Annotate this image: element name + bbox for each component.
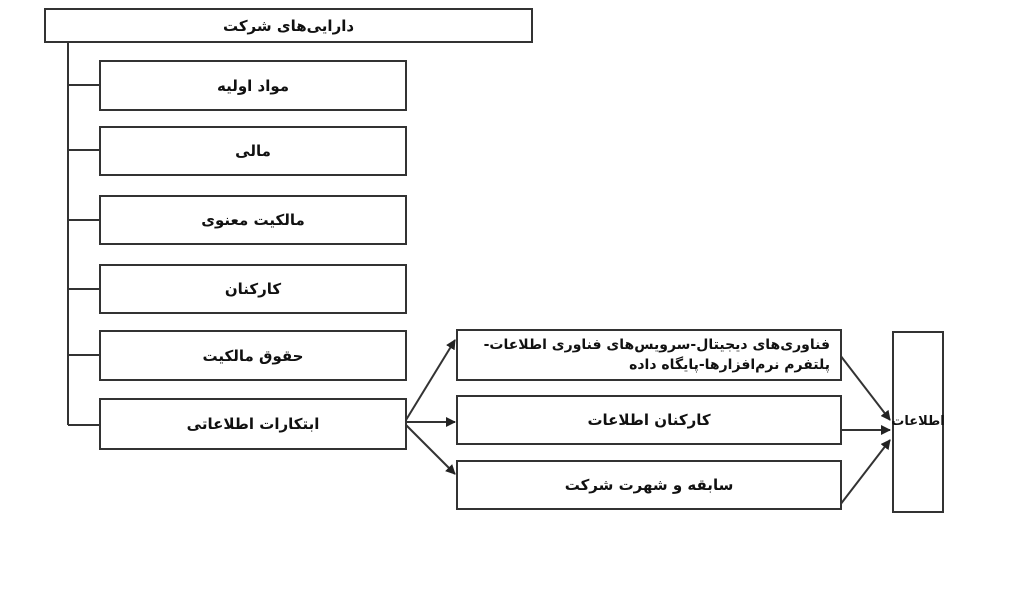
target-label-information: اطلاعات: [891, 414, 945, 429]
arrow-to-digital-technologies: [406, 340, 455, 420]
asset-box-raw-materials: [99, 60, 407, 111]
arrow-digital-to-information: [840, 355, 890, 420]
root-box: [44, 8, 533, 43]
target-box-information: [892, 331, 944, 513]
asset-box-financial: [99, 126, 407, 176]
asset-label-employees: کارکنان: [224, 280, 282, 298]
asset-label-raw-materials: مواد اولیه: [216, 76, 290, 95]
root-label: دارایی‌های شرکت: [222, 16, 355, 35]
component-label-information-staff: کارکنان اطلاعات: [587, 411, 711, 429]
component-box-company-reputation: [456, 460, 842, 510]
arrow-reputation-to-information: [840, 440, 890, 505]
asset-box-property-rights: [99, 330, 407, 381]
asset-label-financial: مالی: [235, 142, 271, 160]
component-label-company-reputation: سابقه و شهرت شرکت: [564, 476, 734, 494]
asset-box-intellectual-property: [99, 195, 407, 245]
asset-label-information-initiatives: ابتکارات اطلاعاتی: [186, 415, 320, 433]
component-box-digital-technologies: [456, 329, 842, 381]
arrow-to-company-reputation: [406, 425, 455, 474]
component-box-information-staff: [456, 395, 842, 445]
component-label-digital-technologies: فناوری‌های دیجیتال-سرویس‌های فناوری اطلاعات-پلتفرم نرم‌افزارها-پایگاه داده: [483, 337, 830, 373]
asset-box-employees: [99, 264, 407, 314]
asset-label-intellectual-property: مالکیت معنوی: [201, 211, 305, 229]
asset-label-property-rights: حقوق مالکیت: [202, 346, 304, 365]
asset-box-information-initiatives: [99, 398, 407, 450]
